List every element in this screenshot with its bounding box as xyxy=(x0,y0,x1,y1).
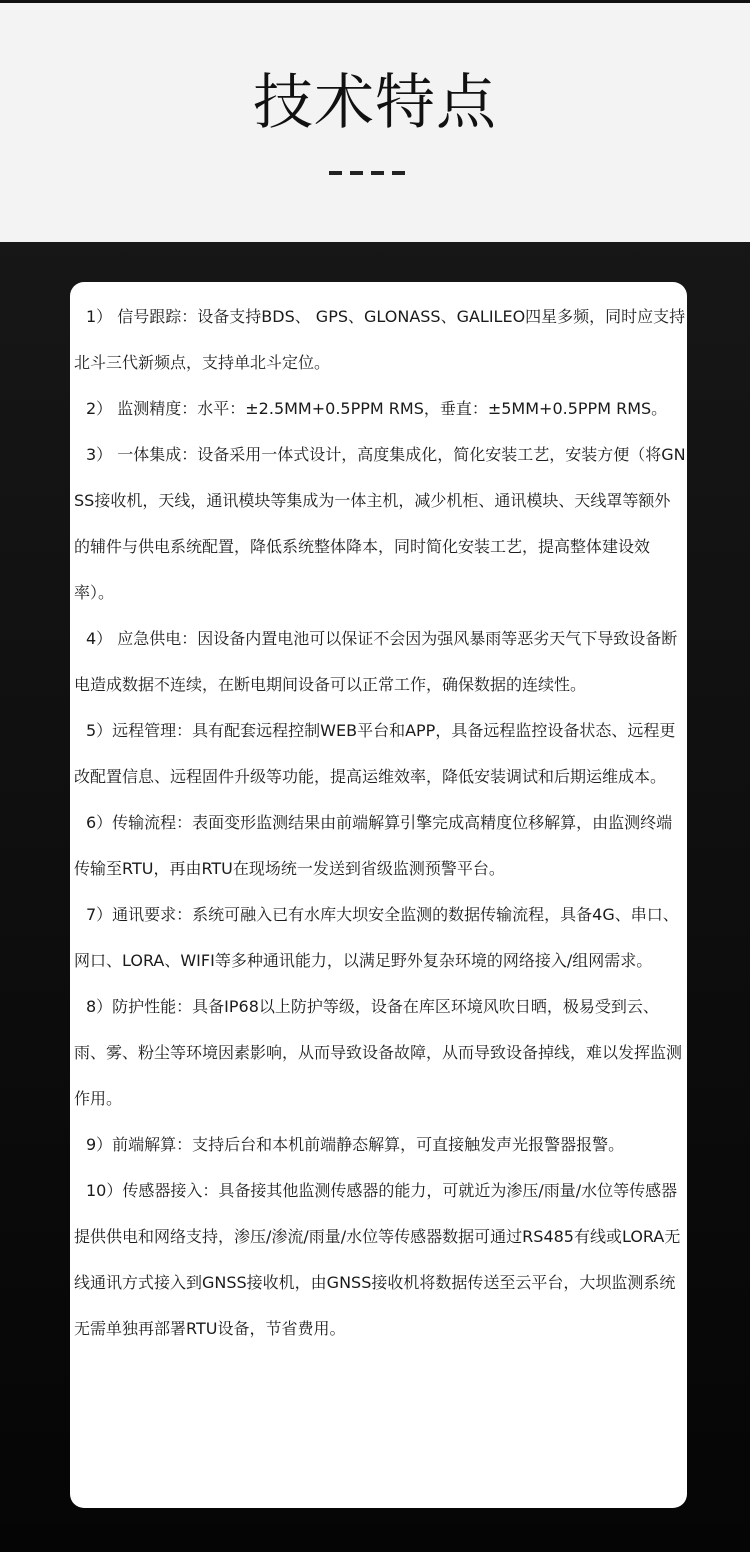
feature-item: 8）防护性能：具备IP68以上防护等级，设备在库区环境风吹日晒，极易受到云、雨、雾、粉尘等环境因素影响，从而导致设备故障，从而导致设备掉线，难以发挥监测作用。 xyxy=(74,997,683,1108)
features-list xyxy=(74,294,686,1352)
feature-item: 5）远程管理：具有配套远程控制WEB平台和APP，具备远程监控设备状态、远程更改配置信息、远程固件升级等功能，提高运维效率，降低安装调试和后期运维成本。 xyxy=(74,721,676,786)
feature-item: 10）传感器接入：具备接其他监测传感器的能力，可就近为渗压/雨量/水位等传感器提供供电和网络支持，渗压/渗流/雨量/水位等传感器数据可通过RS485有线或LORA无线通讯方式接入到GNSS接收机，由GNSS接收机将数据传送至云平台，大坝监测系统无需单独再部署RTU设备，节省费用。 xyxy=(74,1181,681,1338)
feature-item: 6）传输流程：表面变形监测结果由前端解算引擎完成高精度位移解算，由监测终端传输至RTU，再由RTU在现场统一发送到省级监测预警平台。 xyxy=(74,813,673,878)
page-title: 技术特点 xyxy=(253,68,497,138)
feature-item: 4） 应急供电：因设备内置电池可以保证不会因为强风暴雨等恶劣天气下导致设备断电造成数据不连续，在断电期间设备可以正常工作，确保数据的连续性。 xyxy=(74,629,678,694)
divider-dash xyxy=(371,171,384,175)
title-divider xyxy=(329,171,409,175)
divider-dash xyxy=(329,171,342,175)
feature-item: 1） 信号跟踪：设备支持BDS、 GPS、GLONASS、GALILEO四星多频，同时应支持北斗三代新频点，支持单北斗定位。 xyxy=(74,307,686,372)
divider-dash xyxy=(350,171,363,175)
features-card xyxy=(70,282,687,1508)
feature-item: 9）前端解算：支持后台和本机前端静态解算，可直接触发声光报警器报警。 xyxy=(86,1135,625,1154)
feature-item: 3） 一体集成：设备采用一体式设计，高度集成化，简化安装工艺，安装方便（将GNSS接收机，天线，通讯模块等集成为一体主机，减少机柜、通讯模块、天线罩等额外的辅件与供电系统配置，降低系统整体降本，同时简化安装工艺，提高整体建设效率）。 xyxy=(74,445,686,602)
divider-dash xyxy=(392,171,405,175)
feature-item: 7）通讯要求：系统可融入已有水库大坝安全监测的数据传输流程，具备4G、串口、网口、LORA、WIFI等多种通讯能力，以满足野外复杂环境的网络接入/组网需求。 xyxy=(74,905,679,970)
header-section xyxy=(0,3,750,242)
feature-item: 2） 监测精度：水平：±2.5MM+0.5PPM RMS，垂直：±5MM+0.5PPM RMS。 xyxy=(86,399,668,418)
